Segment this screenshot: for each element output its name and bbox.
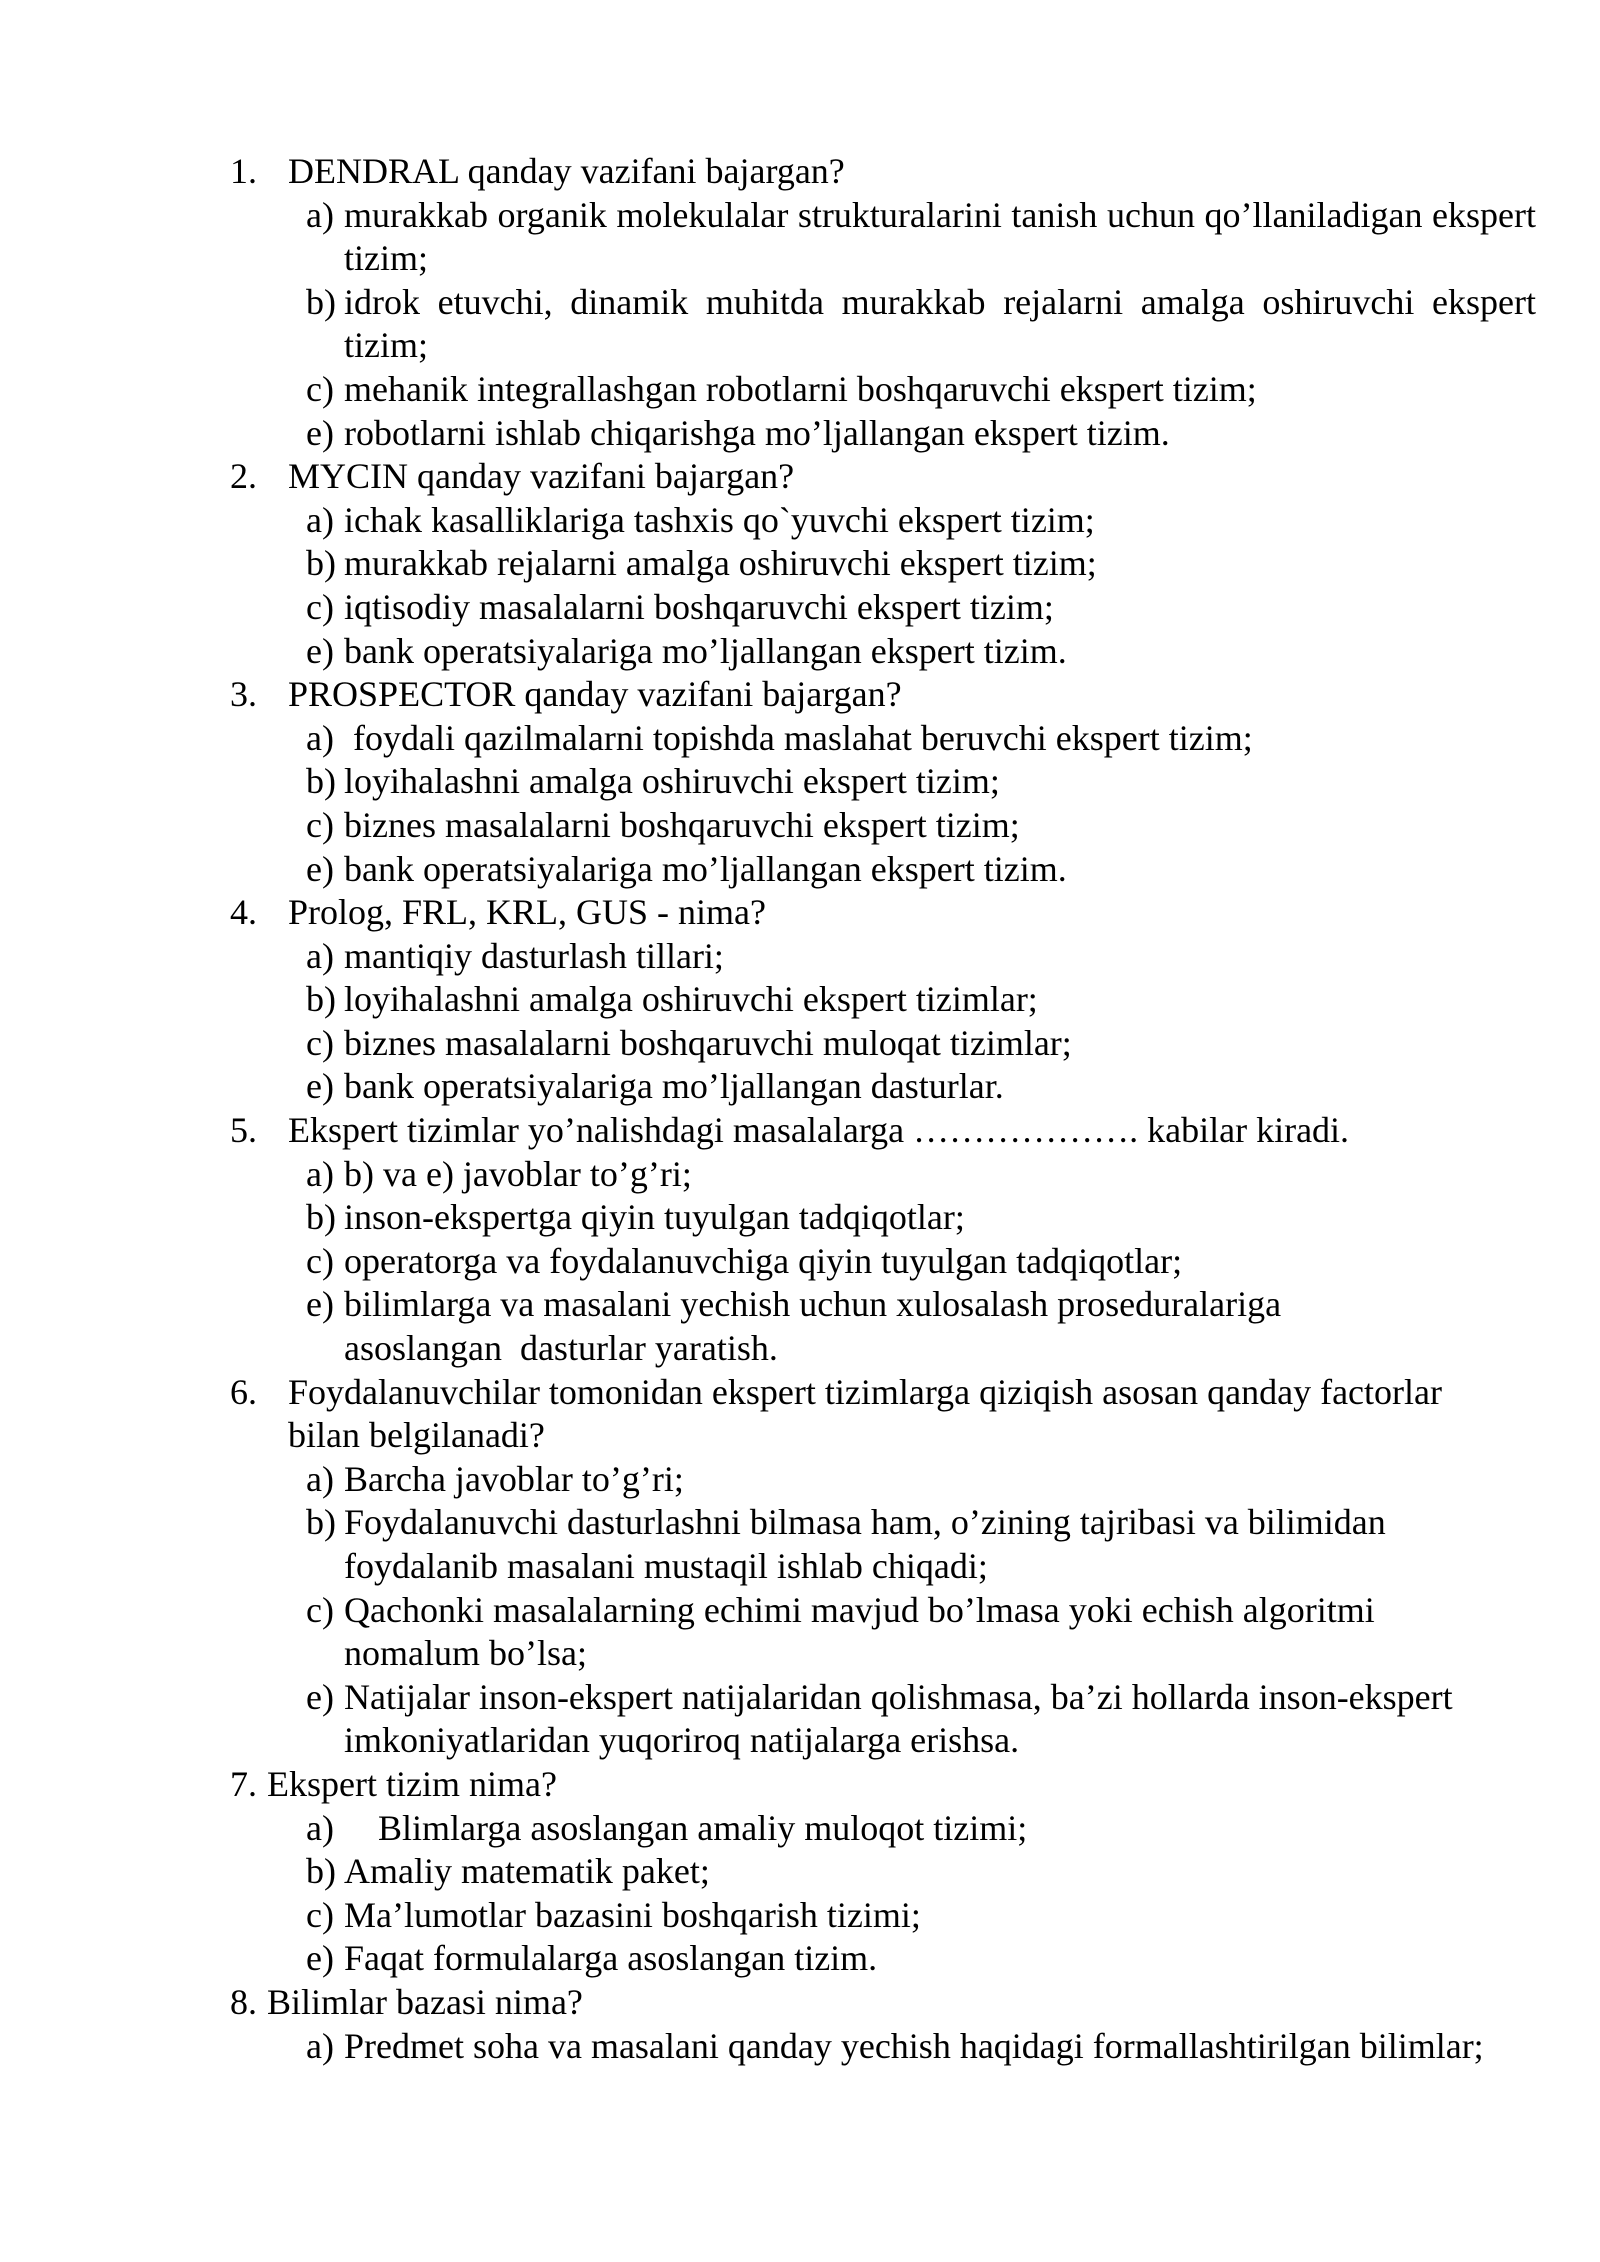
option-text: mehanik integrallashgan robotlarni boshqaruvchi ekspert tizim; [344,368,1257,409]
question-number: 7. [230,1763,257,1804]
option-letter: c) [306,1589,334,1630]
option-c [306,586,1500,630]
question-1 [230,150,1500,194]
option-letter: c) [306,1894,334,1935]
option-letter: c) [306,1022,334,1063]
option-a [306,935,1500,979]
option-text: inson-ekspertga qiyin tuyulgan tadqiqotlar; [344,1197,965,1238]
option-letter: c) [306,1240,334,1281]
option-text: loyihalashni amalga oshiruvchi ekspert tizim; [344,761,1000,802]
option-text: biznes masalalarni boshqaruvchi ekspert tizim; [344,804,1020,845]
question-number: 4. [230,892,257,933]
question-list [230,150,1536,2068]
option-letter: a) [306,935,334,976]
option-c [306,1022,1500,1066]
option-e [306,630,1500,674]
option-b [306,1196,1500,1240]
option-letter: e) [306,1676,334,1717]
question-text: Ekspert tizim nima? [267,1763,557,1804]
question-text: DENDRAL qanday vazifani bajargan? [288,151,845,191]
option-c [306,1240,1500,1284]
option-b [306,760,1500,804]
option-letter: e) [306,630,334,671]
option-letter: a) [306,717,334,758]
option-letter: a) [306,2025,334,2066]
option-e [306,848,1500,892]
question-text: Foydalanuvchilar tomonidan ekspert tizimlarga qiziqish asosan qanday factorlar bilan belgilanadi? [288,1371,1442,1456]
option-e [306,412,1500,456]
option-letter: a) [306,1458,334,1499]
option-text: Blimlarga asoslangan amaliy muloqot tizimi; [378,1807,1028,1848]
option-text: foydali qazilmalarni topishda maslahat beruvchi ekspert tizim; [344,717,1253,758]
option-a [306,717,1500,761]
option-text: b) va e) javoblar to’g’ri; [344,1153,692,1194]
option-a [306,1153,1500,1197]
option-letter: a) [306,499,334,540]
option-letter: b) [306,1197,336,1238]
option-a [306,2025,1536,2069]
option-letter: b) [306,543,336,584]
option-letter: c) [306,586,334,627]
option-letter: b) [306,1851,336,1892]
option-text: Amaliy matematik paket; [344,1851,710,1892]
option-b [306,1501,1494,1588]
options-7 [306,1807,1500,1981]
option-e [306,1676,1464,1763]
options-4 [306,935,1500,1109]
option-text: Foydalanuvchi dasturlashni bilmasa ham, o’zining tajribasi va bilimidan foydalanib masalani mustaqil ishlab chiqadi; [344,1502,1386,1586]
option-c [306,1894,1500,1938]
option-e [306,1937,1500,1981]
question-text: Bilimlar bazasi nima? [267,1981,583,2022]
question-3 [230,673,1500,717]
option-text: operatorga va foydalanuvchiga qiyin tuyulgan tadqiqotlar; [344,1240,1183,1281]
question-number: 6. [230,1371,257,1412]
option-text: murakkab organik molekulalar strukturalarini tanish uchun qo’llaniladigan ekspert tizim; [344,194,1536,279]
question-text: Prolog, FRL, KRL, GUS - nima? [288,892,767,933]
option-c [306,804,1500,848]
option-a [306,1458,1500,1502]
option-b [306,1850,1500,1894]
option-text: loyihalashni amalga oshiruvchi ekspert tizimlar; [344,979,1038,1020]
option-text: idrok etuvchi, dinamik muhitda murakkab rejalarni amalga oshiruvchi ekspert tizim; [344,281,1536,366]
option-text: Ma’lumotlar bazasini boshqarish tizimi; [344,1894,921,1935]
question-number: 8. [230,1981,257,2022]
question-6 [230,1371,1500,1458]
question-text: Ekspert tizimlar yo’nalishdagi masalalarga ………………. kabilar kiradi. [288,1110,1350,1151]
option-a [306,1807,1500,1851]
option-letter: a) [306,1153,334,1194]
option-b [306,281,1536,368]
options-6 [306,1458,1500,1763]
option-letter: c) [306,368,334,409]
question-5 [230,1109,1500,1153]
option-letter: b) [306,281,336,322]
option-text: mantiqiy dasturlash tillari; [344,935,724,976]
question-8 [230,1981,1500,2025]
options-2 [306,499,1500,673]
option-text: biznes masalalarni boshqaruvchi muloqat tizimlar; [344,1022,1072,1063]
options-3 [306,717,1500,891]
option-text: bilimlarga va masalani yechish uchun xulosalash proseduralariga asoslangan dasturlar yaratish. [344,1284,1291,1369]
options-1 [306,194,1536,456]
question-4 [230,891,1500,935]
question-7 [230,1763,1500,1807]
question-2 [230,455,1500,499]
option-e [306,1283,1384,1370]
option-text: bank operatsiyalariga mo’ljallangan ekspert tizim. [344,630,1067,671]
option-letter: b) [306,979,336,1020]
option-text: ichak kasalliklariga tashxis qo`yuvchi ekspert tizim; [344,499,1095,540]
option-e [306,1065,1500,1109]
option-c [306,1589,1484,1676]
options-8 [306,2025,1500,2069]
option-letter: e) [306,1066,334,1107]
option-text: Natijalar inson-ekspert natijalaridan qolishmasa, ba’zi hollarda inson-ekspert imkoniyatlaridan yuqoriroq natijalarga erishsa. [344,1676,1453,1761]
option-text: Barcha javoblar to’g’ri; [344,1458,684,1499]
option-letter: e) [306,1938,334,1979]
option-text: iqtisodiy masalalarni boshqaruvchi ekspert tizim; [344,586,1054,627]
option-text: robotlarni ishlab chiqarishga mo’ljallangan ekspert tizim. [344,412,1170,453]
question-number: 2. [230,456,257,497]
question-text: PROSPECTOR qanday vazifani bajargan? [288,674,902,715]
option-letter: a) [306,1807,334,1848]
question-number: 3. [230,674,257,715]
option-letter: e) [306,1284,334,1325]
question-number: 5. [230,1110,257,1151]
option-letter: a) [306,194,334,235]
option-text: Qachonki masalalarning echimi mavjud bo’lmasa yoki echish algoritmi nomalum bo’lsa; [344,1589,1375,1674]
option-letter: e) [306,412,334,453]
question-number: 1. [230,151,257,191]
question-text: MYCIN qanday vazifani bajargan? [288,456,795,497]
option-text: murakkab rejalarni amalga oshiruvchi ekspert tizim; [344,543,1097,584]
option-b [306,978,1500,1022]
option-letter: b) [306,1502,336,1543]
options-5 [306,1153,1500,1371]
option-a [306,194,1536,281]
option-a [306,499,1500,543]
option-text: bank operatsiyalariga mo’ljallangan ekspert tizim. [344,848,1067,889]
option-letter: b) [306,761,336,802]
option-letter: e) [306,848,334,889]
option-text: Faqat formulalarga asoslangan tizim. [344,1938,878,1979]
option-text: Predmet soha va masalani qanday yechish haqidagi formallashtirilgan bilimlar; [344,2025,1484,2066]
option-c [306,368,1500,412]
option-b [306,542,1500,586]
option-letter: c) [306,804,334,845]
option-text: bank operatsiyalariga mo’ljallangan dasturlar. [344,1066,1004,1107]
